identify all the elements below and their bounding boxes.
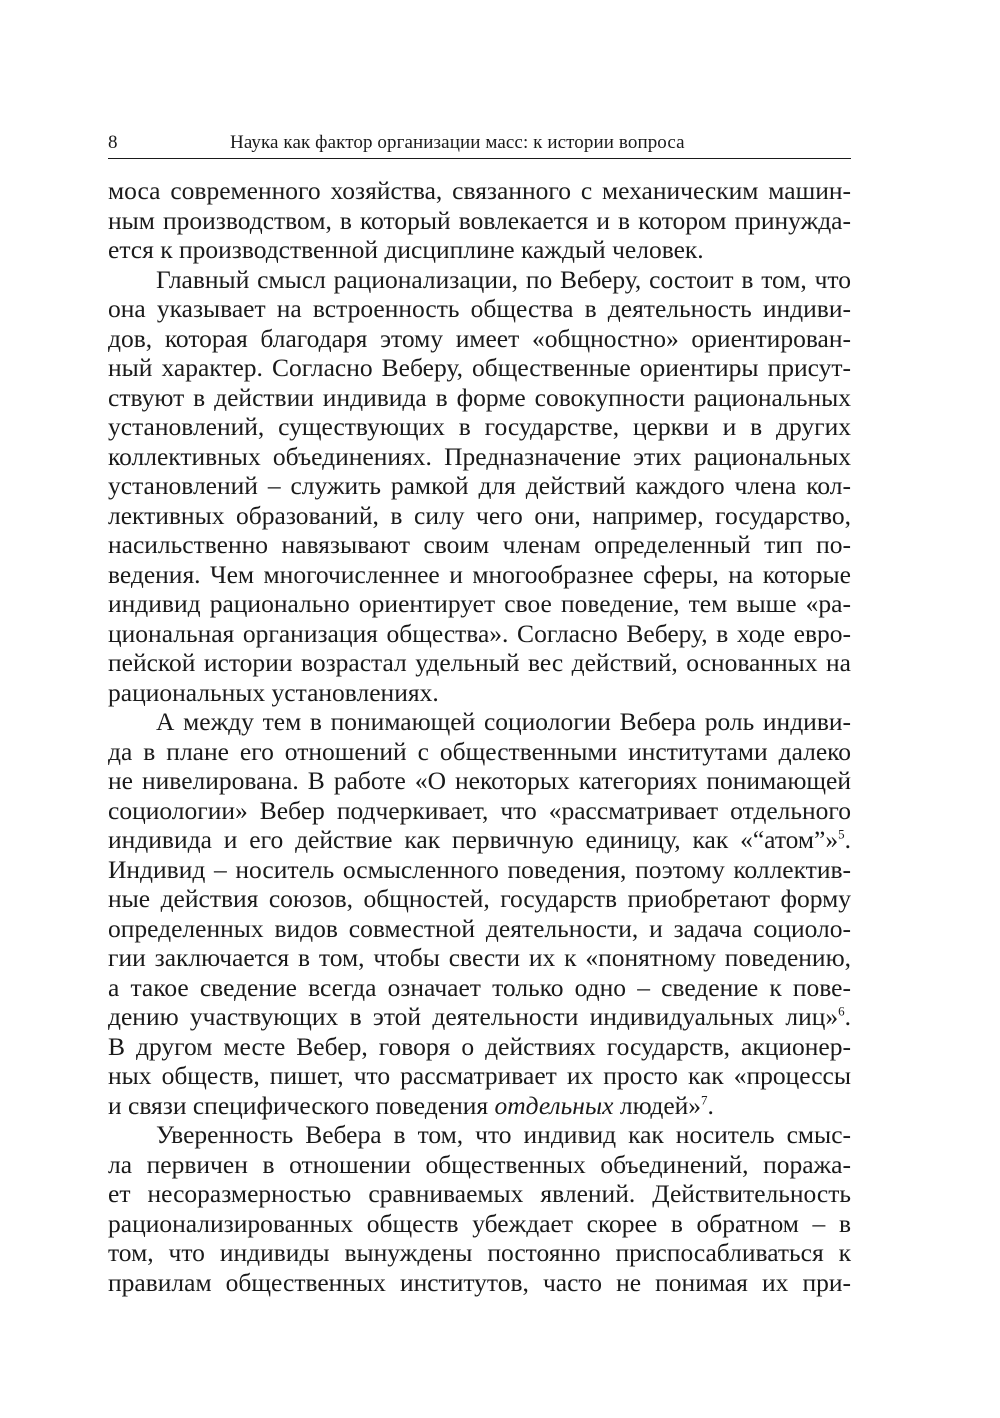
text-line-with-footnote: и связи специфического поведения отдельных людей»$^7$. bbox=[108, 1090, 714, 1120]
text-line-with-footnote: индивида и его действие как первичную единицу, как «“атом”»$^5$. bbox=[108, 825, 851, 854]
text-line: Индивид – носитель осмысленного поведения, поэтому коллектив- bbox=[108, 854, 851, 884]
page-number: 8 bbox=[108, 132, 118, 153]
text-line: ла первичен в отношении общественных объединений, поража- bbox=[108, 1149, 851, 1179]
text-line: дов, которая благодаря этому имеет «общностно» ориентирован- bbox=[108, 323, 851, 353]
text-line: том, что индивиды вынуждены постоянно приспосабливаться к bbox=[108, 1238, 851, 1267]
body-text bbox=[108, 176, 851, 1297]
text-line: ет несоразмерностью сравниваемых явлений. Действительность bbox=[108, 1179, 851, 1208]
text-line: гии заключается в том, чтобы свести их к «понятному поведению, bbox=[108, 943, 851, 972]
text-line: социологии» Вебер подчеркивает, что «рассматривает отдельного bbox=[108, 795, 851, 825]
italic-word: отдельных bbox=[494, 1090, 614, 1120]
text-line: ведения. Чем многочисленнее и многообразнее сферы, на которые bbox=[108, 559, 851, 589]
text-line: циональная организация общества». Согласно Веберу, в ходе евро- bbox=[108, 618, 851, 648]
footnote-marker: 7 bbox=[701, 1092, 708, 1107]
text-line-part: людей» bbox=[613, 1090, 702, 1120]
text-line: А между тем в понимающей социологии Вебера роль индиви- bbox=[156, 707, 851, 736]
running-head bbox=[108, 128, 851, 159]
text-line: установлений – служить рамкой для действий каждого члена кол- bbox=[108, 471, 851, 500]
text-line: ные действия союзов, общностей, государств приобретают форму bbox=[108, 884, 851, 913]
footnote-marker: 5 bbox=[838, 826, 845, 842]
text-line: ствуют в действии индивида в форме совокупности рациональных bbox=[108, 382, 851, 412]
paragraph bbox=[108, 265, 851, 708]
text-line: лективных образований, в силу чего они, например, государство, bbox=[108, 500, 851, 530]
text-line-part: и связи специфического поведения bbox=[108, 1090, 495, 1120]
text-line: индивид рационально ориентирует свое поведение, тем выше «ра- bbox=[108, 589, 851, 618]
text-line: рационализированных обществ убеждает скорее в обратном – в bbox=[108, 1208, 851, 1238]
text-line-part: дению участвующих в этой деятельности индивидуальных лиц» bbox=[108, 1002, 839, 1031]
text-line: не нивелирована. В работе «О некоторых категориях понимающей bbox=[108, 766, 851, 795]
footnote-marker: 6 bbox=[838, 1003, 845, 1019]
text-line: правилам общественных институтов, часто не понимая их при- bbox=[108, 1267, 851, 1297]
text-line: ным производством, в который вовлекается и в котором принужда- bbox=[108, 205, 851, 235]
text-line: да в плане его отношений с общественными институтами далеко bbox=[108, 736, 851, 766]
text-line: рациональных установлениях. bbox=[108, 677, 439, 707]
text-line: моса современного хозяйства, связанного с механическим машин- bbox=[108, 176, 851, 205]
text-line: Уверенность Вебера в том, что индивид как носитель смыс- bbox=[156, 1120, 851, 1149]
text-line: она указывает на встроенность общества в деятельность индиви- bbox=[108, 294, 851, 323]
text-line-with-footnote: дению участвующих в этой деятельности индивидуальных лиц»$^6$. bbox=[108, 1002, 851, 1031]
text-line: В другом месте Вебер, говоря о действиях государств, акционер- bbox=[108, 1031, 851, 1061]
text-line: ных обществ, пишет, что рассматривает их просто как «процессы bbox=[108, 1061, 851, 1090]
text-line: коллективных объединениях. Предназначение этих рациональных bbox=[108, 441, 851, 471]
text-line: насильственно навязывают своим членам определенный тип по- bbox=[108, 530, 851, 559]
text-line: а такое сведение всегда означает только одно – сведение к пове- bbox=[108, 972, 851, 1002]
paragraph bbox=[108, 176, 851, 265]
text-line: определенных видов совместной деятельности, и задача социоло- bbox=[108, 913, 851, 943]
text-line: ный характер. Согласно Веберу, общественные ориентиры присут- bbox=[108, 353, 851, 382]
paragraph bbox=[108, 1120, 851, 1297]
running-head-title: Наука как фактор организации масс: к истории вопроса bbox=[230, 132, 685, 153]
text-line: пейской истории возрастал удельный вес действий, основанных на bbox=[108, 648, 851, 677]
text-line: Главный смысл рационализации, по Веберу, состоит в том, что bbox=[156, 264, 851, 294]
text-line: установлений, существующих в государстве, церкви и в других bbox=[108, 412, 851, 441]
paragraph bbox=[108, 707, 851, 1120]
text-line-part: индивида и его действие как первичную единицу, как «“атом”» bbox=[108, 825, 839, 854]
text-line: ется к производственной дисциплине каждый человек. bbox=[108, 235, 704, 264]
